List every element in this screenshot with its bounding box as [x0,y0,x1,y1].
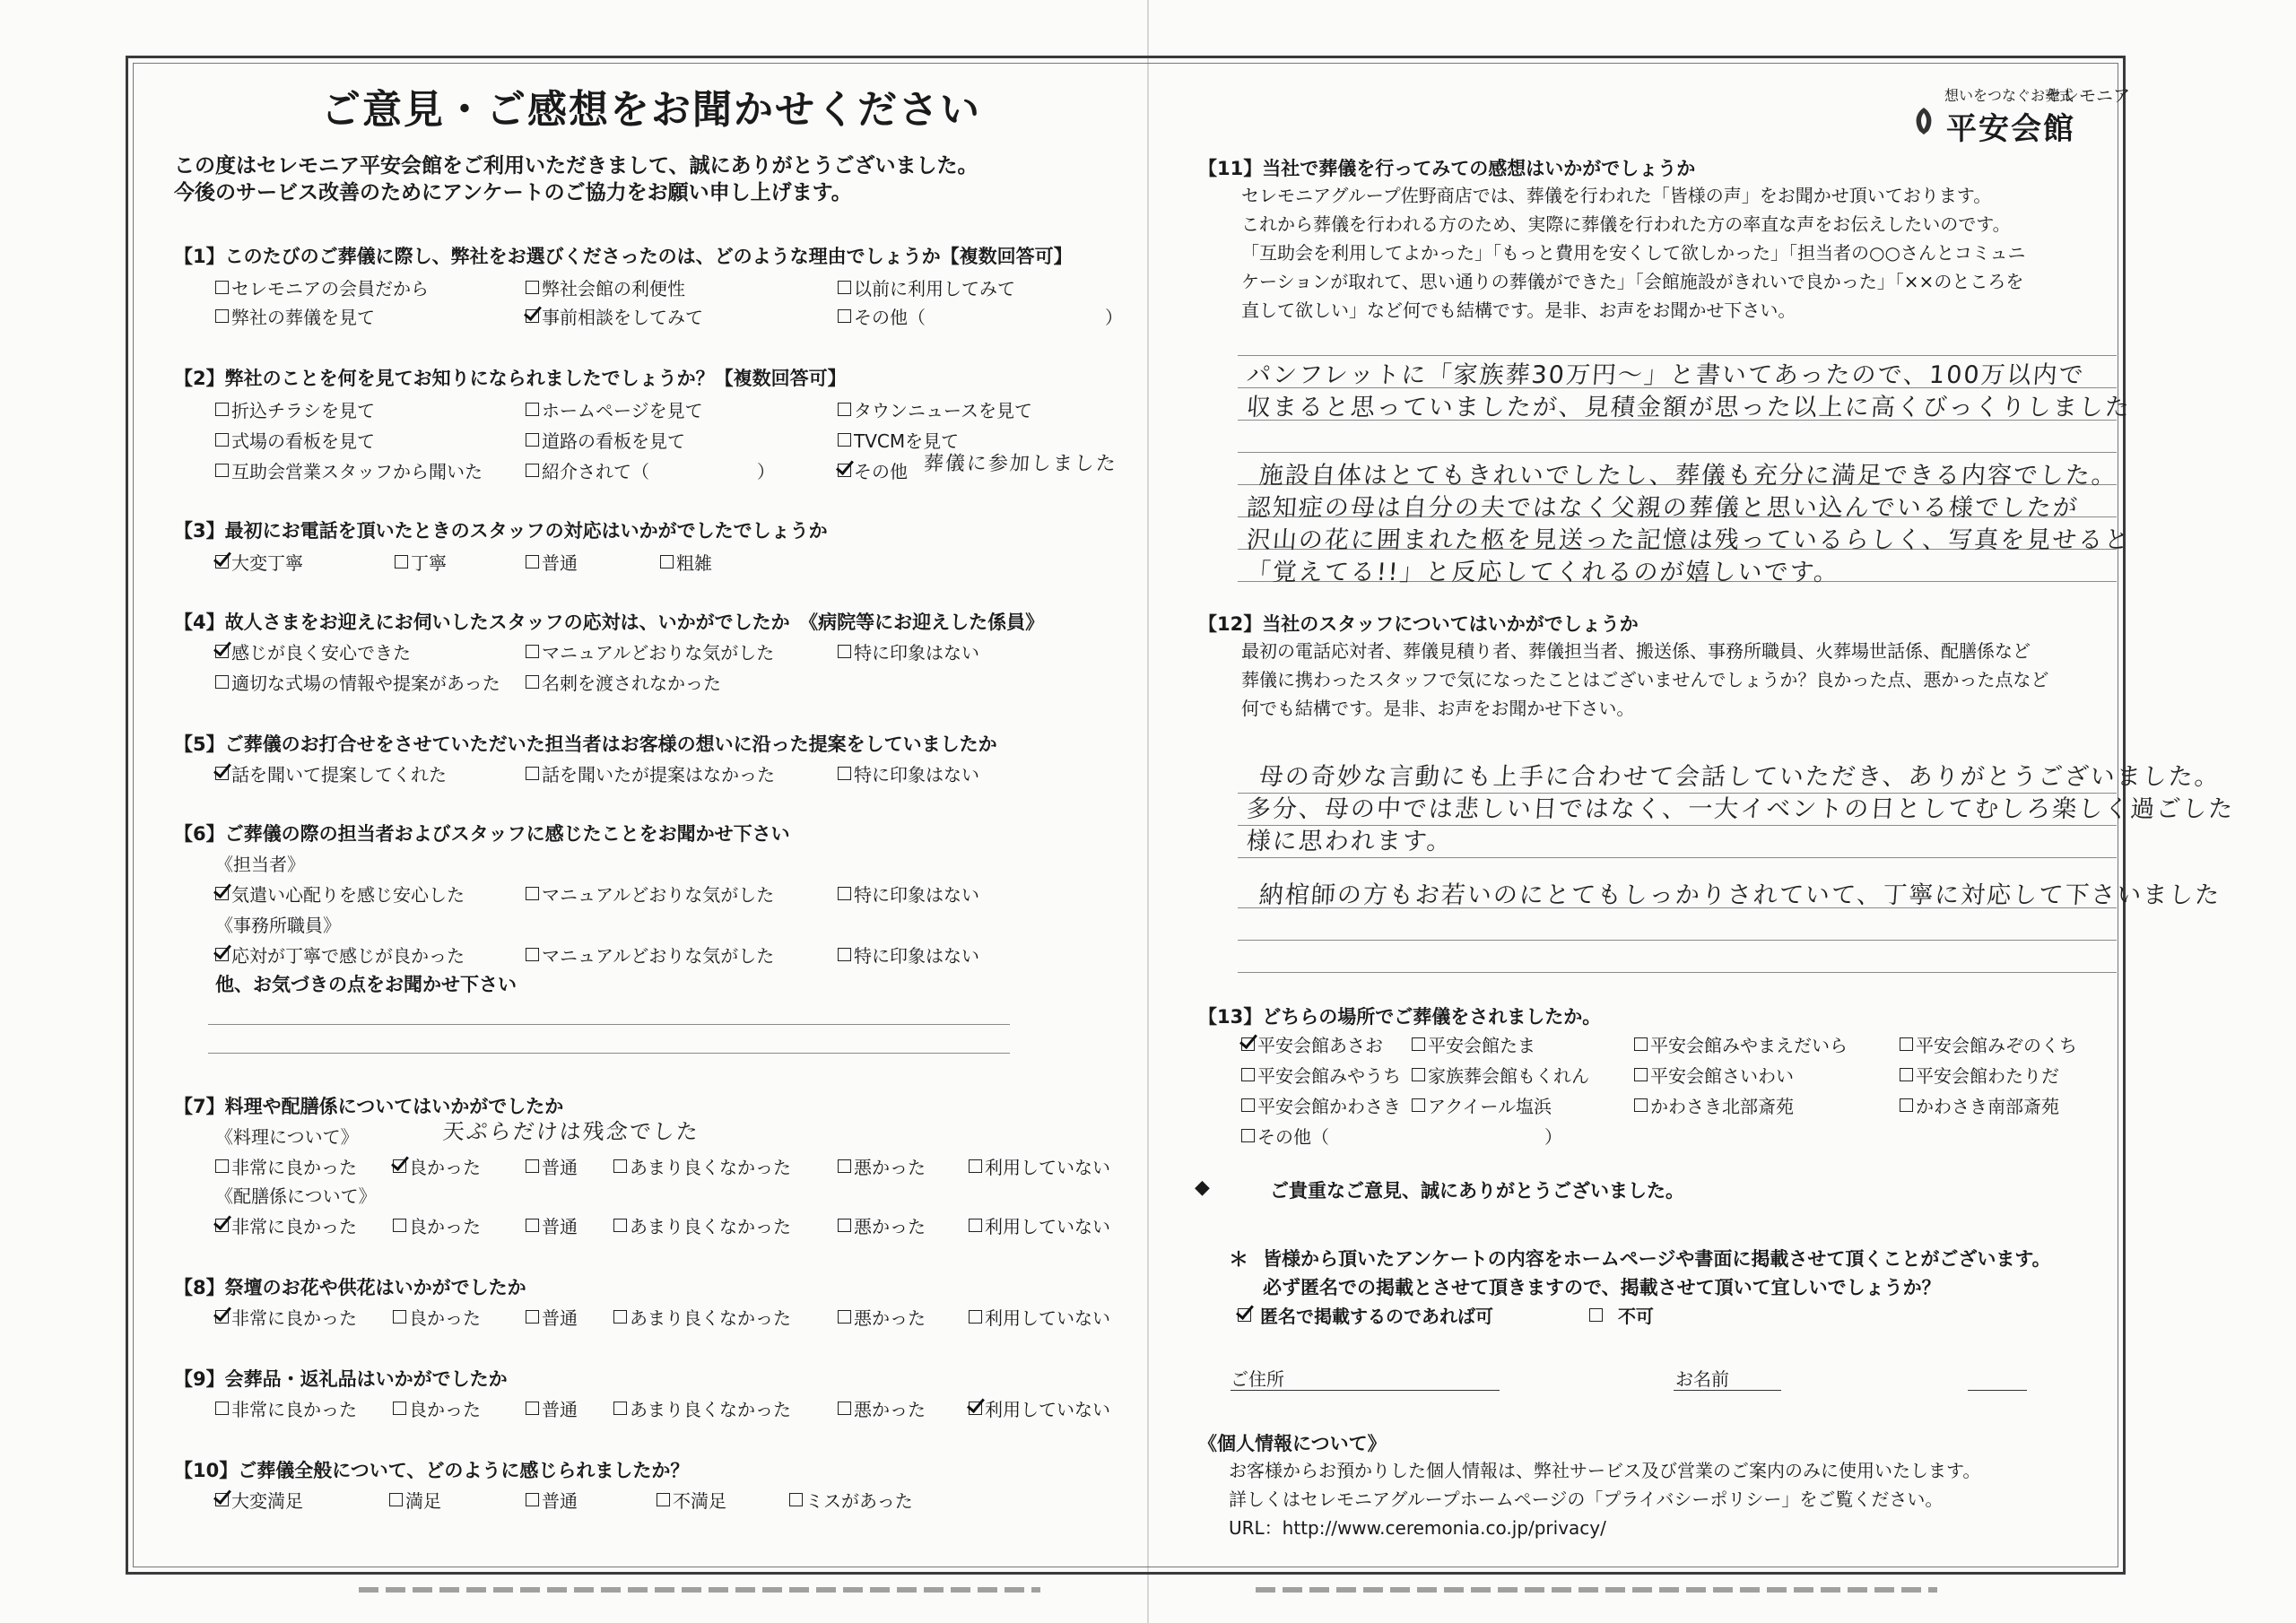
q1-option[interactable]: 弊社会館の利便性 [526,274,685,300]
q9-option[interactable]: 非常に良かった [215,1395,357,1421]
q6-option[interactable]: 特に印象はない [838,881,979,907]
checkbox[interactable] [526,948,539,961]
checkbox[interactable] [838,1219,851,1232]
q3-option[interactable]: 大変丁寧 [215,549,303,575]
q12-desc-line: 最初の電話応対者、葬儀見積り者、葬儀担当者、搬送係、事務所職員、火葬場世話係、配膳係など [1241,640,2031,662]
q6-option[interactable]: 気遣い心配りを感じ安心した [215,881,465,907]
q2-option[interactable]: タウンニュースを見て [838,396,1032,422]
q7-option[interactable]: 非常に良かった [215,1153,357,1179]
q4-label: 【4】故人さまをお迎えにお伺いしたスタッフの応対は、いかがでしたか 《病院等にお迎えした係員》 [174,612,1045,633]
q5-option[interactable]: 話を聞いたが提案はなかった [526,760,775,786]
checkbox[interactable] [215,309,229,323]
checkbox-checked[interactable] [1238,1308,1251,1322]
checkbox[interactable] [969,1159,982,1173]
q11-answer-line: 収まると思っていましたが、見積金額が思った以上に高くびっくりしました [1245,394,2132,421]
checkbox[interactable] [393,1402,406,1415]
q2-label: 【2】弊社のことを何を見てお知りになられましたでしょうか？【複数回答可】 [174,368,847,389]
q11-label: 【11】当社で葬儀を行ってみての感想はいかがでしょうか [1198,158,1696,179]
q5-option[interactable]: 特に印象はない [838,760,979,786]
checkbox[interactable] [526,281,539,294]
q8-option[interactable]: あまり良くなかった [613,1304,791,1330]
address-line[interactable] [1231,1390,1500,1391]
privacy-url[interactable]: URL：http://www.ceremonia.co.jp/privacy/ [1229,1517,1606,1539]
q11-desc-line: これから葬儀を行われる方のため、実際に葬儀を行われた方の率直な声をお伝えしたいのです。 [1241,213,2011,235]
q11-answer-line: 「覚えてる!!」と反応してくれるのが嬉しいです。 [1245,559,1841,586]
q13-option[interactable]: 家族葬会館もくれん [1412,1062,1589,1088]
q8-option[interactable]: 利用していない [969,1304,1110,1330]
q12-desc-line: 何でも結構です。是非、お声をお聞かせ下さい。 [1241,698,1635,719]
checkbox[interactable] [1412,1098,1425,1112]
checkbox[interactable] [526,675,539,689]
checkbox[interactable] [1634,1068,1648,1081]
checkbox-checked[interactable] [215,767,229,780]
checkbox[interactable] [1634,1037,1648,1051]
privacy-title: 《個人情報について》 [1198,1433,1387,1454]
q4-option[interactable]: 感じが良く安心できた [215,638,411,664]
checkbox[interactable] [526,464,539,477]
q3-option[interactable]: 丁寧 [395,549,447,575]
q6-answer-line[interactable] [208,1024,1010,1025]
q6-sub-office: 《事務所職員》 [215,915,341,936]
q9-option[interactable]: 普通 [526,1395,578,1421]
q12-answer-line: 納棺師の方もお若いのにとてもしっかりされていて、丁寧に対応して下さいました [1257,881,2222,909]
q4-option[interactable]: 適切な式場の情報や提案があった [215,669,500,695]
q7-option[interactable]: 悪かった [838,1212,926,1238]
checkbox[interactable] [526,403,539,416]
q10-option[interactable]: 満足 [389,1487,441,1513]
checkbox[interactable] [215,281,229,294]
address-label: ご住所 [1231,1368,1284,1390]
q2-option[interactable]: ホームページを見て [526,396,703,422]
q2-option[interactable]: 道路の看板を見て [526,427,685,453]
q11-desc-line: ケーションが取れて、思い通りの葬儀ができた」「会館施設がきれいで良かった」「××のところを [1241,271,2024,292]
q4-option[interactable]: マニュアルどおりな気がした [526,638,774,664]
checkbox[interactable] [838,1310,851,1324]
diamond-icon: ◆ [1195,1176,1210,1199]
logo-flower-icon [1910,106,1937,136]
answer-line [1238,972,2117,973]
checkbox-checked[interactable] [969,1402,982,1415]
q8-option[interactable]: 悪かった [838,1304,926,1330]
q7-sub-food: 《料理について》 [215,1126,359,1148]
checkbox[interactable] [1634,1098,1648,1112]
q12-label: 【12】当社のスタッフについてはいかがでしょうか [1198,613,1639,635]
checkbox[interactable] [969,1310,982,1324]
checkbox[interactable] [215,1402,229,1415]
q3-label: 【3】最初にお電話を頂いたときのスタッフの対応はいかがでしたでしょうか [174,520,828,542]
q11-answer-line: 施設自体はとてもきれいでしたし、葬儀も充分に満足できる内容でした。 [1257,462,2118,490]
name-line[interactable] [1968,1390,2027,1391]
q7-option[interactable]: 利用していない [969,1153,1110,1179]
checkbox[interactable] [393,1219,406,1232]
checkbox[interactable] [393,1310,406,1324]
q8-option[interactable]: 非常に良かった [215,1304,357,1330]
checkbox[interactable] [215,433,229,447]
answer-line [1238,857,2117,858]
answer-line [1238,940,2117,941]
q6-answer-line[interactable] [208,1053,1010,1054]
checkbox[interactable] [526,1310,539,1324]
checkbox[interactable] [1900,1098,1913,1112]
q11-desc-line: セレモニアグループ佐野商店では、葬儀を行われた「皆様の声」をお聞かせ頂いております。 [1241,185,1992,206]
left-page-edge [359,1587,1040,1593]
answer-line [1238,452,2117,453]
checkbox[interactable] [1589,1308,1603,1322]
q2-option[interactable]: 紹介されて（ ） [526,457,775,483]
checkbox[interactable] [1412,1068,1425,1081]
checkbox[interactable] [613,1402,627,1415]
checkbox-checked[interactable] [1241,1037,1255,1051]
name-line[interactable] [1674,1390,1781,1391]
checkbox[interactable] [1241,1068,1255,1081]
q7-option[interactable]: 普通 [526,1212,578,1238]
checkbox[interactable] [613,1219,627,1232]
checkbox[interactable] [838,281,851,294]
logo-brand: セレモニア [2045,86,2131,106]
privacy-line-2: 詳しくはセレモニアグループホームページの「プライバシーポリシー」をご覧ください。 [1229,1488,1944,1510]
q2-option[interactable]: その他 [838,457,908,483]
q2-option[interactable]: 式場の看板を見て [215,427,375,453]
checkbox[interactable] [526,1493,539,1506]
checkbox[interactable] [1412,1037,1425,1051]
q1-label: 【1】このたびのご葬儀に際し、弊社をお選びくださったのは、どのような理由でしょうか【複数回答可】 [174,246,1073,267]
q6-label: 【6】ご葬儀の際の担当者およびスタッフに感じたことをお聞かせ下さい [174,823,790,845]
q5-label: 【5】ご葬儀のお打合せをさせていただいた担当者はお客様の想いに沿った提案をしていましたか [174,733,997,755]
checkbox[interactable] [1241,1129,1255,1142]
q6-option[interactable]: 特に印象はない [838,942,979,968]
anon-ok-option[interactable]: 匿名で掲載するのであれば可 [1238,1302,1493,1328]
q2-handwriting: 葬儀に参加しました [922,453,1118,475]
q12-answer-line: 母の奇妙な言動にも上手に合わせて会話していただき、ありがとうございました。 [1257,763,2222,791]
q13-option[interactable]: 平安会館みやうち [1241,1062,1401,1088]
q11-desc-line: 「互助会を利用してよかった」「もっと費用を安くして欲しかった」「担当者の○○さんとコミュニ [1241,242,2026,264]
q13-option[interactable]: 平安会館みやまえだいら [1634,1031,1848,1057]
q9-option[interactable]: 悪かった [838,1395,926,1421]
q13-option[interactable]: 平安会館わたりだ [1900,1062,2059,1088]
checkbox[interactable] [215,675,229,689]
asterisk-icon: ＊ [1229,1248,1249,1271]
q13-option[interactable]: 平安会館かわさき [1241,1092,1401,1118]
q12-answer-line: 様に思われます。 [1245,828,1454,855]
q1-option[interactable]: 弊社の葬儀を見て [215,303,375,329]
q10-option[interactable]: ミスがあった [789,1487,913,1513]
q13-option[interactable]: 平安会館たま [1412,1031,1535,1057]
q9-option[interactable]: あまり良くなかった [613,1395,791,1421]
checkbox[interactable] [526,433,539,447]
q13-option[interactable]: 平安会館さいわい [1634,1062,1794,1088]
checkbox[interactable] [526,767,539,780]
checkbox[interactable] [969,1219,982,1232]
publish-line-1: 皆様から頂いたアンケートの内容をホームページや書面に掲載させて頂くことがございます。 [1263,1248,2051,1270]
checkbox[interactable] [657,1493,670,1506]
checkbox-checked[interactable] [215,1219,229,1232]
q13-option[interactable]: その他（ ） [1241,1123,1562,1149]
q11-answer-line: パンフレットに「家族葬30万円～」と書いてあったので、100万以内で [1245,361,2086,389]
q3-option[interactable]: 粗雑 [660,549,712,575]
checkbox-checked[interactable] [215,1310,229,1324]
checkbox[interactable] [215,464,229,477]
q1-option[interactable]: セレモニアの会員だから [215,274,429,300]
q2-option[interactable]: 折込チラシを見て [215,396,375,422]
checkbox[interactable] [613,1159,627,1173]
checkbox-checked[interactable] [215,555,229,568]
logo-name: 平安会館 [1946,111,2075,147]
checkbox-checked[interactable] [215,1493,229,1506]
q6-other-label: 他、お気づきの点をお聞かせ下さい [215,974,517,995]
checkbox[interactable] [215,1159,229,1173]
q7-option[interactable]: 利用していない [969,1212,1110,1238]
q10-option[interactable]: 大変満足 [215,1487,303,1513]
q1-option[interactable]: 以前に利用してみて [838,274,1015,300]
checkbox[interactable] [660,555,674,568]
checkbox[interactable] [526,1402,539,1415]
checkbox[interactable] [395,555,408,568]
checkbox[interactable] [526,645,539,658]
publish-line-2: 必ず匿名での掲載とさせて頂きますので、掲載させて頂いて宜しいでしょうか？ [1263,1277,1941,1298]
right-page-edge [1256,1587,1937,1593]
logo [1910,82,2131,147]
q7-sub-serving: 《配膳係について》 [215,1185,377,1207]
q13-option[interactable]: かわさき北部斎苑 [1634,1092,1794,1118]
q10-option[interactable]: 不満足 [657,1487,726,1513]
q1-option[interactable]: 事前相談をしてみて [526,303,703,329]
intro-line-1: この度はセレモニア平安会館をご利用いただきまして、誠にありがとうございました。 [174,154,978,178]
closing-thanks: ご貴重なご意見、誠にありがとうございました。 [1270,1180,1684,1202]
q8-label: 【8】祭壇のお花や供花はいかがでしたか [174,1277,526,1298]
q4-option[interactable]: 名刺を渡されなかった [526,669,721,695]
page-title: ご意見・ご感想をお聞かせください [321,87,981,133]
q3-option[interactable]: 普通 [526,549,578,575]
q13-option[interactable]: 平安会館あさお [1241,1031,1383,1057]
checkbox[interactable] [838,433,851,447]
q11-answer-line: 沢山の花に囲まれた柩を見送った記憶は残っているらしく、写真を見せると [1245,526,2132,554]
q10-label: 【10】ご葬儀全般について、どのように感じられましたか？ [174,1460,690,1481]
checkbox[interactable] [838,309,851,323]
checkbox[interactable] [526,887,539,900]
q8-option[interactable]: 良かった [393,1304,481,1330]
q6-option[interactable]: マニュアルどおりな気がした [526,881,774,907]
checkbox[interactable] [526,1159,539,1173]
q13-option[interactable]: かわさき南部斎苑 [1900,1092,2059,1118]
checkbox[interactable] [215,403,229,416]
q5-option[interactable]: 話を聞いて提案してくれた [215,760,447,786]
q13-option[interactable]: アクイール塩浜 [1412,1092,1552,1118]
q7-option[interactable]: 悪かった [838,1153,926,1179]
q7-label: 【7】料理や配膳係についてはいかがでしたか [174,1096,564,1117]
q11-answer-line: 認知症の母は自分の夫ではなく父親の葬儀と思い込んでいる様でしたが [1245,494,2080,522]
checkbox-checked[interactable] [393,1159,406,1173]
checkbox-checked[interactable] [215,948,229,961]
q11-desc-line: 直して欲しい」など何でも結構です。是非、お声をお聞かせ下さい。 [1241,299,1796,321]
q7-option[interactable]: 良かった [393,1153,481,1179]
checkbox-checked[interactable] [526,309,539,323]
q9-option[interactable]: 利用していない [969,1395,1110,1421]
checkbox-checked[interactable] [838,464,851,477]
checkbox[interactable] [1900,1068,1913,1081]
q13-option[interactable]: 平安会館みぞのくち [1900,1031,2077,1057]
q7-option[interactable]: 普通 [526,1153,578,1179]
q6-option[interactable]: 応対が丁寧で感じが良かった [215,942,465,968]
q2-option[interactable]: TVCMを見て [838,427,959,453]
q12-desc-line: 葬儀に携わったスタッフで気になったことはございませんでしょうか？良かった点、悪かった点など [1241,669,2049,690]
checkbox[interactable] [526,555,539,568]
q7-option[interactable]: 非常に良かった [215,1212,357,1238]
checkbox[interactable] [838,948,851,961]
q8-option[interactable]: 普通 [526,1304,578,1330]
checkbox[interactable] [526,1219,539,1232]
q4-option[interactable]: 特に印象はない [838,638,979,664]
q13-label: 【13】どちらの場所でご葬儀をされましたか。 [1198,1006,1602,1028]
checkbox[interactable] [838,767,851,780]
q6-sub-staff: 《担当者》 [215,854,305,875]
q9-label: 【9】会葬品・返礼品はいかがでしたか [174,1368,508,1390]
checkbox[interactable] [789,1493,803,1506]
checkbox[interactable] [389,1493,403,1506]
q7-option[interactable]: あまり良くなかった [613,1212,791,1238]
q7-handwriting: 天ぷらだけは残念でした [441,1119,700,1144]
q1-option[interactable]: その他（ ） [838,303,1123,329]
checkbox[interactable] [838,1402,851,1415]
checkbox[interactable] [838,1159,851,1173]
checkbox-checked[interactable] [215,887,229,900]
q7-option[interactable]: 良かった [393,1212,481,1238]
checkbox-checked[interactable] [215,645,229,658]
checkbox[interactable] [1241,1098,1255,1112]
q12-answer-line: 多分、母の中では悲しい日ではなく、一大イベントの日としてむしろ楽しく過ごした [1245,795,2236,823]
checkbox[interactable] [1900,1037,1913,1051]
q9-option[interactable]: 良かった [393,1395,481,1421]
checkbox[interactable] [613,1310,627,1324]
q10-option[interactable]: 普通 [526,1487,578,1513]
q2-option[interactable]: 互助会営業スタッフから聞いた [215,457,483,483]
name-label: お名前 [1675,1368,1729,1390]
checkbox[interactable] [838,403,851,416]
q6-option[interactable]: マニュアルどおりな気がした [526,942,774,968]
checkbox[interactable] [838,887,851,900]
intro-line-2: 今後のサービス改善のためにアンケートのご協力をお願い申し上げます。 [174,181,852,204]
logo-tagline: 想いをつなぐお葬式 [1944,87,2074,104]
q7-option[interactable]: あまり良くなかった [613,1153,791,1179]
privacy-line-1: お客様からお預かりした個人情報は、弊社サービス及び営業のご案内のみに使用いたします。 [1229,1460,1981,1481]
checkbox[interactable] [838,645,851,658]
not-ok-option[interactable]: 不可 [1589,1302,1654,1328]
